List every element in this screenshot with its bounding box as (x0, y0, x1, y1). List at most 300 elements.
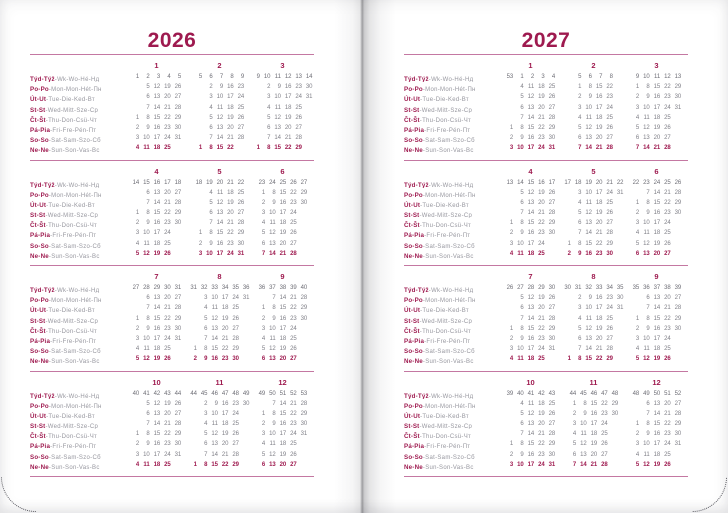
date-cell (251, 82, 262, 92)
date-cell (615, 218, 626, 228)
week-number-cell: 35 (632, 285, 640, 291)
date-cell: 16 (527, 335, 535, 342)
date-cell: 7 (146, 199, 150, 206)
date-cell: 9 (588, 295, 592, 302)
date-cell (630, 303, 641, 313)
date-cell: 23 (538, 451, 545, 458)
day-label-primary: Po-Po (30, 402, 49, 409)
month-2027-8 (562, 266, 625, 365)
day-row-label-day (404, 439, 499, 449)
date-cell: 23 (606, 94, 613, 101)
sunday-date-cell: 29 (232, 461, 239, 468)
day-label-primary: Čt-Št (30, 327, 46, 334)
date-cell: 3 (635, 220, 640, 227)
date-cell: 17 (153, 135, 161, 142)
date-cell: 25 (232, 421, 239, 428)
month-number: 12 (652, 377, 661, 387)
date-cell: 21 (227, 135, 234, 142)
date-cell: 14 (653, 305, 661, 312)
day-label-primary: Pá-Pia (30, 232, 51, 239)
date-cell: 24 (164, 335, 171, 342)
date-cell: 21 (664, 410, 671, 417)
week-number-cell: 38 (664, 285, 671, 291)
sunday-date-cell: 25 (164, 461, 171, 468)
date-cell: 29 (174, 315, 182, 322)
sunday-date-cell: 3 (509, 461, 514, 468)
date-cell: 22 (664, 84, 671, 91)
date-cell (504, 419, 515, 429)
week-number-cell: 11 (654, 74, 661, 80)
day-label-secondary: -Thu-Don-Csü-Чт (419, 434, 472, 440)
date-cell (188, 324, 199, 334)
date-cell: 30 (174, 441, 182, 448)
week-number-cell: 34 (606, 285, 613, 291)
date-cell: 2 (135, 124, 140, 131)
date-cell: 30 (305, 84, 313, 91)
date-cell: 15 (653, 315, 661, 322)
date-cell: 7 (520, 431, 524, 438)
date-cell: 14 (527, 210, 535, 217)
day-label-secondary: -Wk-Wo-Hé-Нд (428, 182, 474, 188)
sunday-date-cell: 4 (509, 356, 514, 363)
date-cell (241, 324, 252, 334)
date-cell: 27 (237, 210, 245, 217)
date-cell: 26 (548, 295, 556, 302)
date-cell: 12 (269, 346, 276, 353)
sunday-date-cell: 18 (153, 145, 161, 152)
date-cell: 11 (528, 400, 535, 407)
date-cell: 2 (261, 315, 266, 322)
month-number: 1 (528, 61, 533, 70)
date-cell: 6 (578, 220, 582, 227)
date-cell: 3 (578, 104, 582, 111)
date-cell: 19 (227, 114, 234, 121)
week-number-cell: 11 (274, 74, 281, 80)
page-right (364, 0, 728, 513)
date-cell (193, 113, 204, 123)
month-number: 7 (528, 272, 533, 281)
date-cell: 25 (664, 451, 671, 458)
day-label-secondary: -Tue-Die-Ked-Вт (46, 308, 95, 314)
date-cell: 8 (146, 114, 150, 121)
date-cell: 14 (216, 220, 224, 227)
sunday-date-cell (241, 460, 252, 470)
date-cell: 25 (548, 400, 556, 407)
date-cell: 1 (135, 431, 140, 438)
date-cell: 12 (211, 431, 218, 438)
day-label-primary: Týd-Týž (30, 76, 55, 83)
date-cell (672, 218, 683, 228)
day-row-label-day (30, 314, 125, 324)
month-grid (188, 72, 251, 154)
date-cell: 13 (153, 410, 161, 417)
date-cell: 10 (216, 94, 224, 101)
date-cell: 13 (153, 94, 161, 101)
date-cell: 7 (146, 421, 150, 428)
date-cell (609, 450, 620, 460)
sunday-date-cell: 22 (284, 145, 292, 152)
date-cell: 28 (237, 135, 245, 142)
date-cell: 16 (527, 451, 535, 458)
date-cell: 12 (527, 94, 535, 101)
month-grid (125, 389, 188, 471)
date-cell: 23 (164, 220, 171, 227)
date-cell: 24 (290, 210, 297, 217)
year-title-right: 2027 (521, 29, 571, 52)
date-cell: 30 (242, 400, 250, 407)
week-number-cell: 28 (143, 285, 150, 291)
date-cell: 3 (261, 325, 266, 332)
day-row-label-day (404, 450, 499, 460)
date-cell: 2 (509, 451, 514, 458)
week-number-cell: 49 (258, 390, 266, 397)
date-cell: 29 (300, 305, 308, 312)
sunday-date-cell: 14 (585, 145, 592, 152)
date-cell: 27 (290, 240, 297, 247)
date-cell (672, 228, 683, 238)
month-row-block (404, 265, 688, 371)
date-cell (630, 409, 641, 419)
date-cell: 14 (216, 135, 224, 142)
date-cell: 23 (606, 295, 613, 302)
sunday-date-cell: 1 (198, 145, 203, 152)
date-cell: 16 (221, 400, 229, 407)
month-number: 10 (526, 377, 535, 387)
week-number-cell: 12 (284, 74, 292, 80)
day-row-label-day (30, 92, 125, 102)
date-cell (130, 103, 141, 113)
day-label-secondary: -Sat-Sam-Szo-Сб (422, 454, 475, 460)
day-label-primary: Čt-Št (404, 433, 420, 440)
date-cell: 21 (290, 400, 297, 407)
week-number-cell: 15 (527, 179, 535, 186)
date-cell: 28 (548, 315, 556, 322)
day-label-primary: Ne-Ne (30, 252, 49, 259)
sunday-date-cell: 8 (209, 145, 213, 152)
week-number-cell: 33 (211, 285, 218, 291)
day-label-secondary: -Wed-Mitt-Sze-Ср (419, 318, 473, 324)
date-cell: 19 (653, 240, 661, 247)
day-label-primary: So-So (30, 137, 49, 144)
date-cell (241, 409, 252, 419)
date-cell: 3 (261, 431, 266, 438)
sunday-date-cell: 31 (237, 250, 245, 257)
month-2027-1 (499, 55, 562, 154)
week-number-cell: 10 (643, 74, 650, 80)
day-row-label-sunday (30, 460, 125, 470)
date-cell (298, 239, 309, 249)
month-grid (562, 283, 625, 365)
date-cell: 22 (664, 315, 671, 322)
date-cell (130, 92, 141, 102)
date-cell: 23 (227, 240, 234, 247)
week-number-cell: 43 (548, 390, 556, 397)
date-cell: 5 (209, 114, 213, 121)
date-cell: 30 (237, 240, 245, 247)
day-label-column (30, 266, 125, 365)
week-number-cell: 18 (574, 179, 582, 186)
day-row-label-day (30, 399, 125, 409)
date-cell: 24 (664, 220, 671, 227)
sunday-date-cell: 6 (261, 461, 266, 468)
date-cell (615, 198, 626, 208)
date-cell: 26 (237, 114, 245, 121)
day-label-primary: Út-Ut (404, 412, 421, 420)
date-cell: 18 (279, 441, 287, 448)
date-cell: 14 (279, 295, 287, 302)
date-cell: 5 (578, 124, 582, 131)
date-cell: 9 (219, 84, 224, 91)
date-cell (193, 188, 204, 198)
date-cell: 23 (164, 441, 171, 448)
date-cell: 22 (664, 421, 671, 428)
date-cell: 18 (653, 114, 661, 121)
month-2027-2 (562, 55, 625, 154)
sunday-date-cell: 24 (538, 461, 545, 468)
date-cell: 4 (135, 240, 140, 247)
day-label-primary: So-So (404, 453, 423, 460)
date-cell: 17 (595, 189, 603, 196)
day-label-secondary: -Tue-Die-Ked-Вт (420, 202, 469, 209)
week-number-cell: 42 (538, 390, 545, 397)
sunday-date-cell: 31 (548, 145, 556, 152)
date-cell (672, 133, 683, 143)
day-label-primary: Ne-Ne (404, 147, 423, 154)
date-cell: 19 (227, 199, 234, 206)
date-cell: 28 (674, 410, 682, 417)
day-row-label-day (404, 303, 499, 313)
sunday-date-cell: 8 (267, 145, 271, 152)
day-label-primary: Po-Po (404, 402, 423, 409)
date-cell (615, 228, 626, 238)
month-grid (562, 389, 625, 471)
date-cell: 30 (174, 325, 182, 332)
date-cell: 30 (300, 199, 308, 206)
date-cell: 23 (232, 400, 239, 407)
sunday-date-cell: 8 (204, 461, 208, 468)
month-number: 10 (152, 377, 161, 387)
day-label-secondary: -Fri-Fre-Pén-Пт (424, 233, 471, 239)
date-cell: 21 (538, 210, 545, 217)
date-cell: 9 (272, 421, 276, 428)
date-cell: 7 (646, 410, 650, 417)
date-cell: 14 (153, 305, 161, 312)
date-cell: 8 (578, 240, 582, 247)
month-number: 8 (217, 272, 222, 281)
date-cell (172, 239, 183, 249)
sunday-date-cell (615, 354, 626, 364)
date-cell: 13 (585, 220, 592, 227)
date-cell: 18 (590, 431, 598, 438)
week-number-cell: 30 (564, 285, 571, 291)
sunday-date-cell: 20 (279, 461, 287, 468)
month-grid (251, 178, 314, 260)
date-cell: 26 (232, 315, 239, 322)
date-cell: 6 (146, 94, 150, 101)
day-label-primary: Pá-Pia (30, 126, 51, 134)
date-cell: 12 (643, 240, 650, 247)
month-grid (188, 283, 251, 365)
day-row-label-sunday (30, 249, 125, 259)
date-cell: 27 (606, 335, 613, 342)
date-cell: 9 (646, 431, 650, 438)
date-cell: 30 (300, 421, 308, 428)
week-number-cell: 36 (258, 285, 266, 291)
date-cell (193, 103, 204, 113)
months-group (125, 55, 314, 154)
day-label-primary: Út-Ut (404, 201, 421, 209)
day-row-label-day (30, 198, 125, 208)
day-label-secondary: -Wk-Wo-Hé-Нд (54, 77, 100, 83)
day-row-label-day (30, 208, 125, 218)
date-cell: 10 (580, 421, 587, 428)
month-row-block (404, 54, 688, 160)
month-grid (251, 72, 314, 154)
day-label-secondary: -Thu-Don-Csü-Чт (45, 434, 98, 440)
date-cell: 9 (209, 240, 213, 247)
sunday-date-cell: 16 (585, 250, 592, 257)
date-cell (256, 399, 267, 409)
month-2026-11 (188, 372, 251, 471)
date-cell (251, 133, 262, 143)
week-number-cell: 32 (585, 285, 592, 291)
week-number-cell: 29 (538, 285, 545, 291)
day-label-primary: Týd-Týž (30, 287, 55, 294)
date-cell: 8 (588, 84, 592, 91)
date-cell: 27 (232, 325, 239, 332)
week-number-cell: 17 (548, 179, 556, 186)
date-cell: 21 (164, 199, 171, 206)
date-cell: 1 (635, 421, 640, 428)
date-cell: 3 (209, 94, 213, 101)
day-row-label-day (404, 399, 499, 409)
sunday-date-cell: 25 (538, 250, 545, 257)
month-2027-3 (625, 55, 688, 154)
months-group (499, 161, 688, 260)
date-cell: 10 (585, 104, 592, 111)
month-2026-10 (125, 372, 188, 471)
date-cell: 3 (267, 94, 271, 101)
date-cell: 8 (209, 230, 213, 237)
sunday-date-cell (172, 354, 183, 364)
month-grid (625, 283, 688, 365)
date-cell: 11 (217, 104, 224, 111)
day-label-secondary: -Mon-Mon-Hét-Пн (422, 298, 476, 304)
day-label-primary: Pá-Pia (404, 337, 425, 345)
sunday-date-cell: 27 (290, 356, 297, 363)
date-cell: 31 (674, 104, 682, 111)
date-cell: 3 (204, 410, 208, 417)
sunday-date-cell (672, 460, 683, 470)
sunday-date-cell (546, 354, 557, 364)
date-cell (672, 334, 683, 344)
date-cell (130, 198, 141, 208)
week-number-cell: 14 (305, 74, 313, 80)
date-cell: 11 (528, 84, 535, 91)
date-cell (251, 123, 262, 133)
date-cell: 20 (227, 124, 234, 131)
date-cell (188, 429, 199, 439)
week-number-cell: 7 (599, 74, 603, 80)
day-row-label-sunday (404, 143, 499, 153)
date-cell: 15 (216, 230, 224, 237)
date-cell: 3 (135, 135, 140, 142)
date-cell (298, 344, 309, 354)
week-number-cell: 6 (209, 74, 213, 80)
date-cell: 12 (585, 210, 592, 217)
sunday-date-cell: 17 (527, 145, 535, 152)
sunday-date-cell: 9 (578, 250, 582, 257)
date-cell: 15 (527, 441, 535, 448)
date-cell: 4 (209, 189, 213, 196)
date-cell (298, 218, 309, 228)
date-cell: 22 (606, 84, 613, 91)
month-number: 4 (154, 166, 159, 176)
day-row-label-day (30, 409, 125, 419)
sunday-date-cell: 22 (221, 461, 229, 468)
date-cell: 19 (538, 410, 545, 417)
date-cell: 17 (153, 451, 161, 458)
day-row-label-day (404, 419, 499, 429)
date-cell: 17 (153, 230, 161, 237)
date-cell: 31 (674, 441, 682, 448)
week-number-cell: 32 (200, 285, 208, 291)
week-number-cell: 9 (635, 74, 640, 80)
day-label-secondary: -Thu-Don-Csü-Чт (419, 117, 472, 123)
date-cell: 5 (578, 210, 582, 217)
date-cell (130, 293, 141, 303)
date-cell: 2 (267, 84, 271, 91)
sunday-date-cell: 13 (643, 250, 650, 257)
date-cell: 15 (153, 315, 161, 322)
date-cell: 28 (232, 451, 239, 458)
month-number: 2 (217, 61, 222, 70)
date-cell (188, 303, 199, 313)
date-cell: 13 (527, 104, 535, 111)
day-label-secondary: -Sun-Son-Vas-Вс (48, 253, 100, 259)
date-cell: 17 (221, 410, 229, 417)
day-row-label-week (404, 283, 499, 293)
sunday-date-cell: 19 (653, 461, 661, 468)
sunday-date-cell: 13 (269, 356, 276, 363)
day-row-label-day (30, 429, 125, 439)
week-number-cell: 19 (585, 179, 592, 186)
date-cell: 8 (146, 431, 150, 438)
date-cell: 9 (646, 325, 650, 332)
day-label-secondary: -Sat-Sam-Szo-Сб (48, 454, 101, 460)
date-cell: 10 (269, 325, 276, 332)
date-cell: 11 (143, 240, 150, 247)
week-number-cell: 22 (616, 179, 624, 186)
sunday-date-cell: 15 (216, 145, 224, 152)
month-2026-6 (251, 161, 314, 260)
sunday-date-cell: 17 (216, 250, 224, 257)
day-label-primary: Čt-Št (404, 222, 420, 229)
date-cell: 9 (146, 124, 150, 131)
date-cell: 27 (674, 400, 682, 407)
date-cell (251, 103, 262, 113)
date-cell: 22 (221, 346, 229, 353)
date-cell: 25 (232, 305, 239, 312)
date-cell: 13 (211, 441, 218, 448)
date-cell (562, 198, 573, 208)
day-row-label-week (30, 389, 125, 399)
date-cell: 6 (209, 124, 213, 131)
date-cell: 1 (261, 189, 266, 196)
date-cell: 18 (653, 346, 661, 353)
date-cell: 8 (520, 441, 524, 448)
sunday-date-cell: 7 (572, 461, 577, 468)
